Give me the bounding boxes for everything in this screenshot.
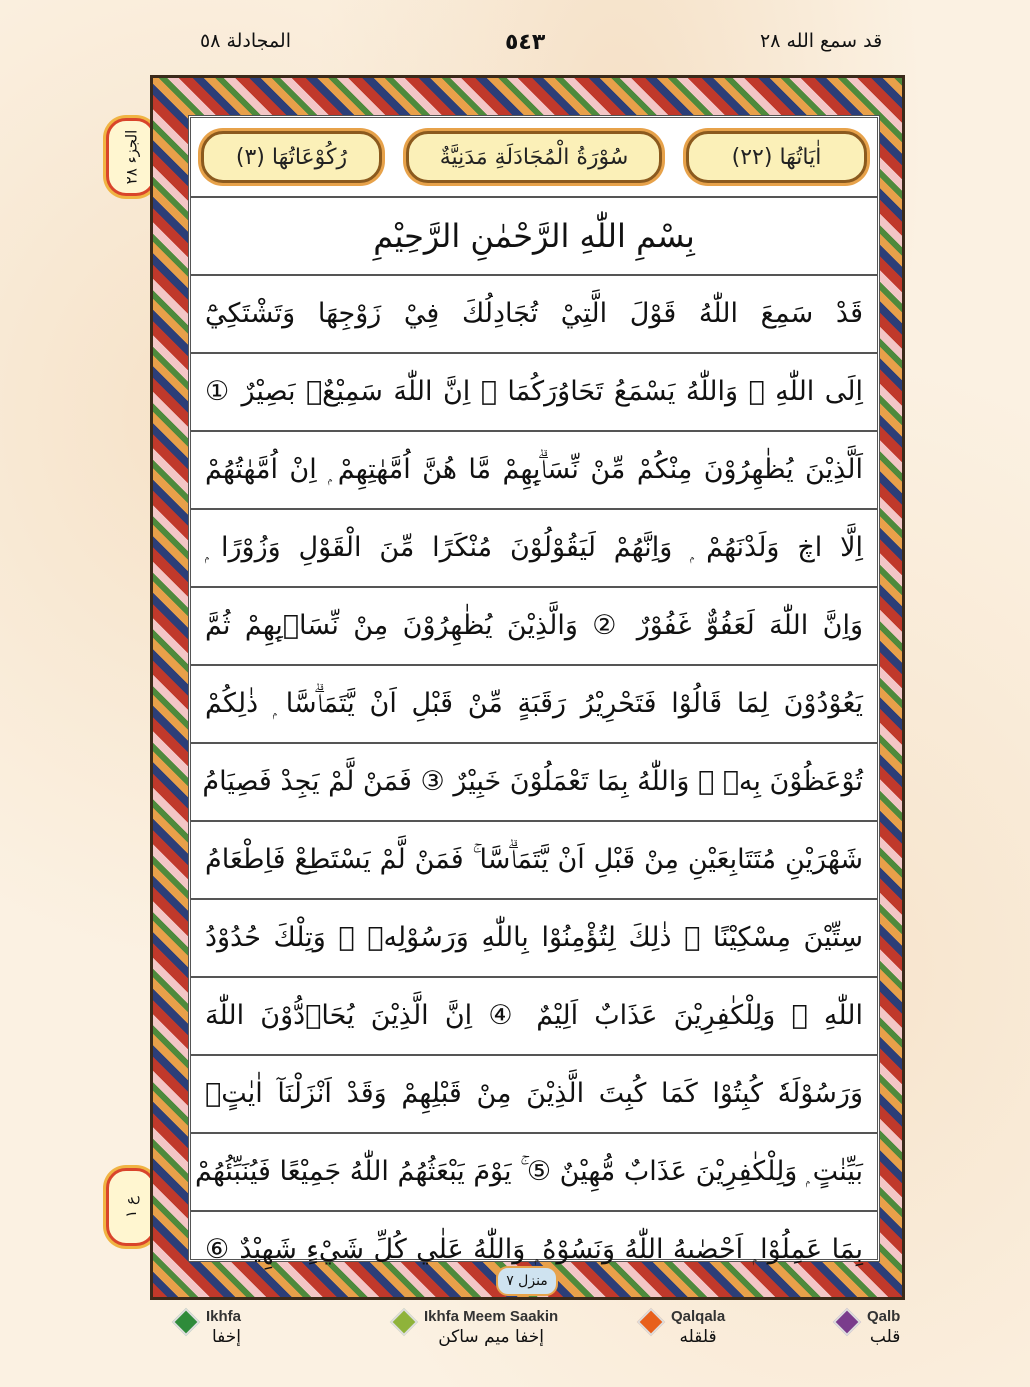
legend-ikhfa-meem-saakin xyxy=(390,1308,558,1347)
ruku-count: رُكُوْعَاتُهَا (٣) xyxy=(201,131,382,183)
legend-label-en: Qalqala xyxy=(671,1308,726,1325)
legend-label-ar: إخفا xyxy=(212,1327,242,1347)
surah-title: سُوْرَةُ الْمُجَادَلَةِ مَدَنِيَّةٌ xyxy=(406,131,662,183)
surah-name-header: المجادلة ٥٨ xyxy=(200,30,292,52)
legend-qalqala xyxy=(637,1308,725,1347)
legend-label-ar: قلب xyxy=(869,1327,901,1347)
ruku-margin-label: ع ١ xyxy=(122,1196,140,1218)
ayat-count: اٰيَاتُهَا (٢٢) xyxy=(686,131,867,183)
verse-line: وَاِنَّ اللّٰهَ لَعَفُوٌّ غَفُوْرٌ ② وَالَّذِيْنَ يُظٰهِرُوْنَ مِنْ نِّسَاۗىِٕهِمْ ثُمَّ xyxy=(191,588,877,666)
diamond-icon xyxy=(833,1308,861,1336)
verse-line: يَعُوْدُوْنَ لِمَا قَالُوْا فَتَحْرِيْرُ رَقَبَةٍ مِّنْ قَبْلِ اَنْ يَّتَمَاۗسَّا ۭ ذٰلِكُمْ xyxy=(191,666,877,744)
manzil-marker: منزل ٧ xyxy=(496,1266,558,1296)
verse-line: بَيِّنٰتٍ ۭ وَلِلْكٰفِرِيْنَ عَذَابٌ مُّهِيْنٌ ⑤ ۚ يَوْمَ يَبْعَثُهُمُ اللّٰهُ جَمِيْعًا فَيُنَبِّئُهُمْ xyxy=(191,1134,877,1212)
legend-label-ar: قلقله xyxy=(679,1327,717,1347)
text-area xyxy=(188,115,880,1265)
legend-qalb xyxy=(833,1308,900,1347)
verse-line: اللّٰهِ ۭ وَلِلْكٰفِرِيْنَ عَذَابٌ اَلِيْمٌ ④ اِنَّ الَّذِيْنَ يُحَاۗدُّوْنَ اللّٰهَ xyxy=(191,978,877,1056)
ruku-margin-marker xyxy=(106,1168,156,1246)
verse-line: اَلَّذِيْنَ يُظٰهِرُوْنَ مِنْكُمْ مِّنْ نِّسَاۗىِٕهِمْ مَّا هُنَّ اُمَّهٰتِهِمْ ۭ اِنْ اُمَّهٰتُهُمْ xyxy=(191,432,877,510)
verse-line: شَهْرَيْنِ مُتَتَابِعَيْنِ مِنْ قَبْلِ اَنْ يَّتَمَاۗسَّا ۚ فَمَنْ لَّمْ يَسْتَطِعْ فَاِطْعَامُ xyxy=(191,822,877,900)
juz-name-header: قد سمع الله ٢٨ xyxy=(760,30,883,52)
legend-label-en: Qalb xyxy=(867,1308,901,1325)
diamond-icon xyxy=(172,1308,200,1336)
verse-line: وَرَسُوْلَهٗ كُبِتُوْا كَمَا كُبِتَ الَّذِيْنَ مِنْ قَبْلِهِمْ وَقَدْ اَنْزَلْنَآ اٰيٰتٍۢ xyxy=(191,1056,877,1134)
page-number: ٥٤٣ xyxy=(505,30,546,55)
juz-margin-label: الجزء ٢٨ xyxy=(122,129,140,185)
verse-line: بِمَا عَمِلُوْا ۭ اَحْصٰىهُ اللّٰهُ وَنَسُوْهُ ۭ وَاللّٰهُ عَلٰي كُلِّ شَيْءٍ شَهِيْدٌ ⑥ xyxy=(205,1234,863,1265)
legend-label-en: Ikhfa xyxy=(206,1308,242,1325)
verse-line: تُوْعَظُوْنَ بِهٖ ۭ وَاللّٰهُ بِمَا تَعْمَلُوْنَ خَبِيْرٌ ③ فَمَنْ لَّمْ يَجِدْ فَصِيَامُ xyxy=(191,744,877,822)
ornamental-border xyxy=(150,75,905,1300)
legend-label-ar: إخفا ميم ساكن xyxy=(438,1327,545,1347)
legend-ikhfa xyxy=(172,1308,241,1347)
verse-line: سِتِّيْنَ مِسْكِيْنًا ۭ ذٰلِكَ لِتُؤْمِنُوْا بِاللّٰهِ وَرَسُوْلِهٖ ۭ وَتِلْكَ حُدُوْدُ xyxy=(191,900,877,978)
legend-label-en: Ikhfa Meem Saakin xyxy=(424,1308,559,1325)
verse-line: قَدْ سَمِعَ اللّٰهُ قَوْلَ الَّتِيْ تُجَادِلُكَ فِيْ زَوْجِهَا وَتَشْتَكِيْٓ xyxy=(191,276,877,354)
bismillah: بِسْمِ اللّٰهِ الرَّحْمٰنِ الرَّحِيْمِ xyxy=(191,198,877,276)
juz-margin-marker xyxy=(106,118,156,196)
diamond-icon xyxy=(637,1308,665,1336)
verse-line: اِلَى اللّٰهِ ۖ وَاللّٰهُ يَسْمَعُ تَحَاوُرَكُمَا ۭ اِنَّ اللّٰهَ سَمِيْعٌۢ بَصِيْرٌ ① xyxy=(191,354,877,432)
verse-line: اِلَّا اڿ وَلَدْنَهُمْ ۭ وَاِنَّهُمْ لَيَقُوْلُوْنَ مُنْكَرًا مِّنَ الْقَوْلِ وَزُوْرًا ۭ xyxy=(191,510,877,588)
diamond-icon xyxy=(390,1308,418,1336)
surah-header-band xyxy=(191,118,877,198)
